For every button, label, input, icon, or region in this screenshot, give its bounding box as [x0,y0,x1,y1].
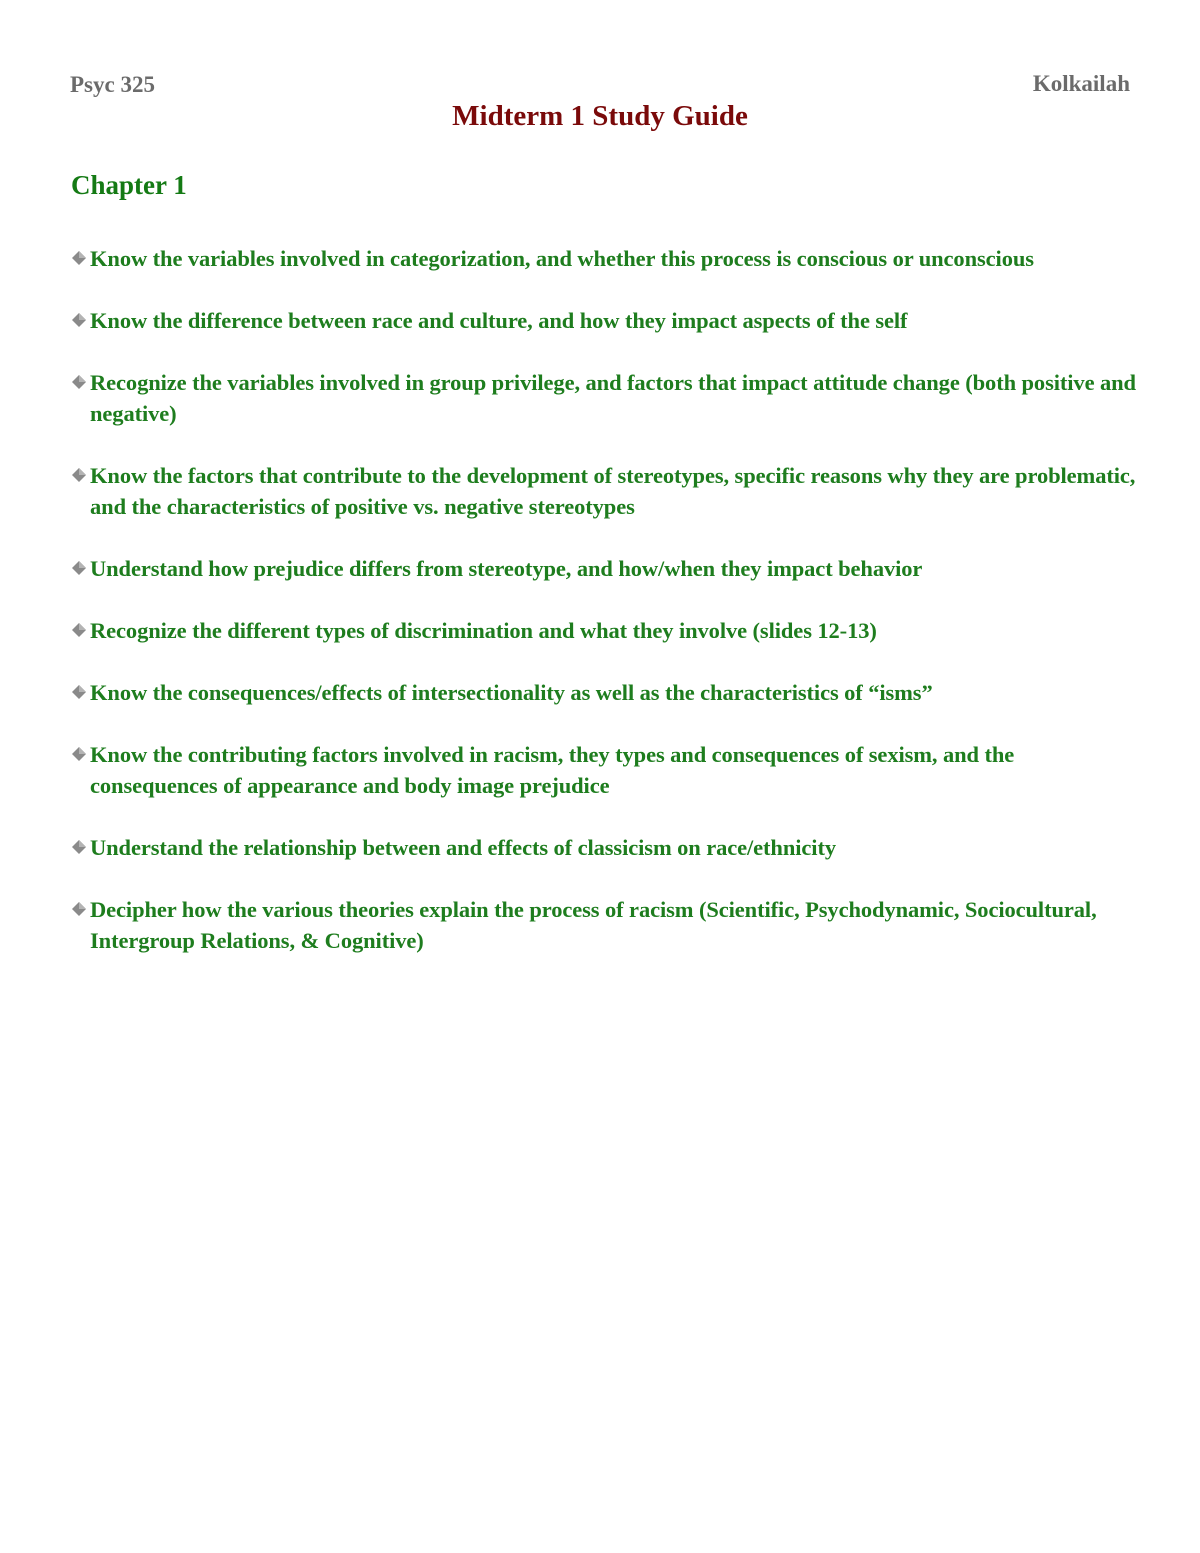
list-item [70,460,1140,522]
list-item [70,305,1140,336]
list-item-text: Know the consequences/effects of intersectionality as well as the characteristics of “isms” [90,680,933,705]
diamond-bullet-icon [70,367,90,398]
list-item [70,677,1140,708]
study-items-list [70,243,1140,987]
list-item-text: Understand the relationship between and effects of classicism on race/ethnicity [90,835,836,860]
list-item [70,739,1140,801]
course-code: Psyc 325 [70,72,155,97]
diamond-bullet-icon [70,677,90,708]
instructor-name: Kolkailah [1032,71,1130,96]
list-item-text: Decipher how the various theories explain the process of racism (Scientific, Psychodynamic, Sociocultural, Intergroup Relations, & Cognitive) [90,897,1097,953]
page-title: Midterm 1 Study Guide [452,100,748,132]
diamond-bullet-icon [70,243,90,274]
diamond-bullet-icon [70,305,90,336]
diamond-bullet-icon [70,460,90,491]
diamond-bullet-icon [70,739,90,770]
list-item-text: Recognize the variables involved in group privilege, and factors that impact attitude change (both positive and negative) [90,370,1136,426]
list-item-text: Know the difference between race and culture, and how they impact aspects of the self [90,308,908,333]
list-item-text: Know the variables involved in categorization, and whether this process is conscious or unconscious [90,246,1034,271]
diamond-bullet-icon [70,553,90,584]
list-item-text: Understand how prejudice differs from stereotype, and how/when they impact behavior [90,556,923,581]
diamond-bullet-icon [70,615,90,646]
list-item-text: Know the factors that contribute to the development of stereotypes, specific reasons why they are problematic, and the characteristics of positive vs. negative stereotypes [90,463,1136,519]
list-item [70,832,1140,863]
list-item [70,367,1140,429]
diamond-bullet-icon [70,894,90,925]
list-item [70,894,1140,956]
diamond-bullet-icon [70,832,90,863]
chapter-heading: Chapter 1 [71,170,187,200]
list-item [70,615,1140,646]
list-item [70,553,1140,584]
list-item-text: Recognize the different types of discrimination and what they involve (slides 12-13) [90,618,877,643]
list-item [70,243,1140,274]
list-item-text: Know the contributing factors involved in racism, they types and consequences of sexism, and the consequences of appearance and body image prejudice [90,742,1015,798]
